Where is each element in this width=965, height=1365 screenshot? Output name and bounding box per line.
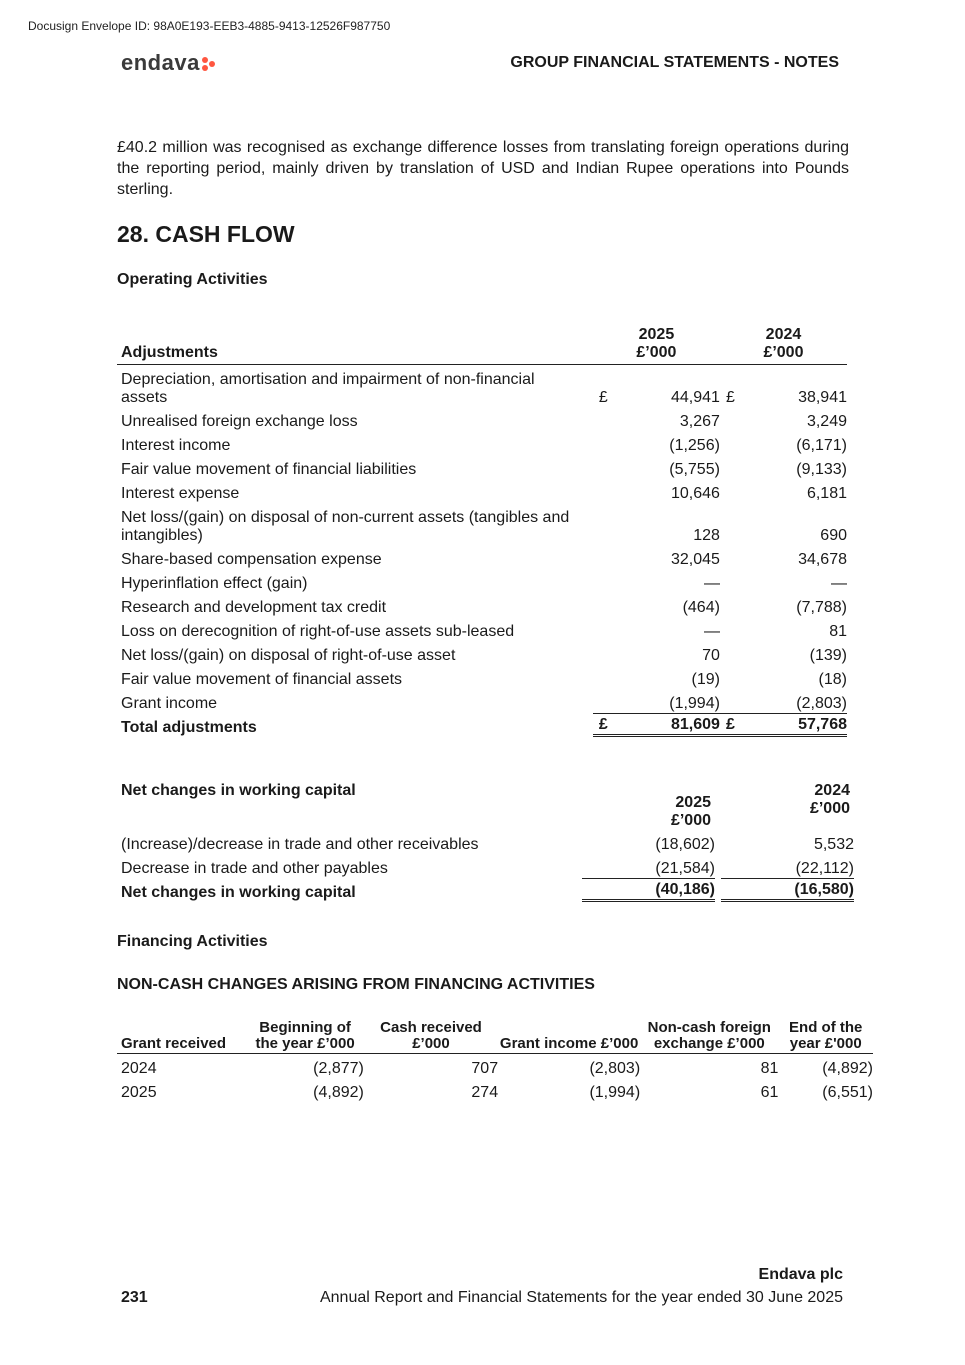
unit-label: £’000: [636, 344, 677, 361]
column-header: Grant income £’000: [498, 1020, 640, 1054]
intro-paragraph: £40.2 million was recognised as exchange difference losses from translating foreign operations during the reporting period, mainly driven by translation of USD and Indian Rupee operations into Pounds sterling.: [117, 139, 849, 198]
currency-symbol: [720, 407, 746, 431]
table-cell: (6,551): [822, 1084, 873, 1101]
table-cell: (4,892): [313, 1084, 364, 1101]
currency-symbol: [593, 545, 619, 569]
currency-symbol: [593, 503, 619, 545]
logo-text: endava: [121, 50, 200, 75]
total-2024: 57,768: [746, 713, 847, 737]
currency-symbol: £: [598, 389, 608, 406]
table-row: [117, 665, 847, 689]
working-capital-header-2025: [582, 782, 715, 830]
adjustments-header-2024: [720, 322, 847, 365]
row-label: Interest income: [121, 437, 231, 454]
table-cell: 81: [760, 1060, 779, 1077]
currency-symbol: [593, 689, 619, 713]
currency-symbol: [720, 593, 746, 617]
currency-symbol: [593, 479, 619, 503]
total-adjustments-row: [117, 713, 847, 737]
value-2024: (22,112): [795, 860, 854, 877]
value-2024: (139): [809, 647, 847, 664]
value-2024: (9,133): [796, 461, 847, 478]
page-number: 231: [121, 1289, 148, 1306]
working-capital-table: [117, 782, 854, 902]
value-2024: 5,532: [813, 836, 854, 853]
table-row: [117, 593, 847, 617]
value-2025: (5,755): [669, 461, 720, 478]
table-cell: (2,877): [313, 1060, 364, 1077]
table-row: [117, 689, 847, 713]
working-capital-header-label: Net changes in working capital: [121, 782, 356, 799]
operating-activities-title: Operating Activities: [117, 271, 268, 288]
grant-table: [117, 1020, 873, 1102]
value-2024: (6,171): [796, 437, 847, 454]
value-2025: —: [703, 575, 720, 592]
value-2024: 3,249: [806, 413, 847, 430]
table-cell: (4,892): [822, 1060, 873, 1077]
value-2025: 128: [693, 527, 720, 544]
table-cell: 61: [760, 1084, 779, 1101]
value-2025: 10,646: [671, 485, 720, 502]
currency-symbol: [720, 545, 746, 569]
table-cell: (2,803): [589, 1060, 641, 1077]
envelope-id: Docusign Envelope ID: 98A0E193-EEB3-4885-9413-12526F987750: [28, 19, 391, 33]
table-row: [117, 1054, 873, 1078]
currency-symbol: [593, 407, 619, 431]
value-2024: 690: [820, 527, 847, 544]
currency-symbol: [593, 569, 619, 593]
row-label: Fair value movement of financial assets: [121, 671, 403, 688]
row-label: Grant income: [121, 695, 218, 712]
working-capital-header-2024: [721, 782, 854, 830]
year-label: 2024: [765, 326, 802, 343]
adjustments-table: [117, 322, 847, 737]
year-label: 2025: [638, 326, 675, 343]
table-row: [117, 1078, 873, 1102]
column-header: Beginning of the year £’000: [246, 1020, 364, 1054]
column-header: Cash received £’000: [364, 1020, 498, 1054]
row-label: Unrealised foreign exchange loss: [121, 413, 358, 430]
value-2025: (464): [682, 599, 720, 616]
year-label: 2024: [814, 782, 850, 799]
value-2025: 32,045: [671, 551, 720, 568]
currency-symbol: [720, 617, 746, 641]
total-2025: (40,186): [582, 878, 715, 902]
total-label: Net changes in working capital: [121, 884, 356, 901]
row-label: Interest expense: [121, 485, 240, 502]
grant-header-row: [117, 1020, 873, 1054]
value-2025: 70: [702, 647, 720, 664]
currency-symbol: [720, 479, 746, 503]
value-2025: 3,267: [679, 413, 720, 430]
non-cash-changes-title: NON-CASH CHANGES ARISING FROM FINANCING ACTIVITIES: [117, 976, 595, 993]
financing-activities-title: Financing Activities: [117, 933, 268, 950]
value-2025: (1,994): [669, 695, 720, 712]
table-row: [117, 365, 847, 407]
unit-label: £’000: [809, 800, 850, 817]
value-2025: —: [703, 623, 720, 640]
footer-report-title: Annual Report and Financial Statements for the year ended 30 June 2025: [319, 1289, 843, 1306]
endava-dots-icon: [202, 57, 216, 71]
row-label: Share-based compensation expense: [121, 551, 382, 568]
table-row: [117, 641, 847, 665]
adjustments-header-label: Adjustments: [117, 322, 593, 365]
value-2025: (1,256): [669, 437, 720, 454]
currency-symbol: [720, 503, 746, 545]
currency-symbol: £: [720, 713, 746, 737]
table-row: [117, 854, 854, 878]
table-row: [117, 617, 847, 641]
row-label: Net loss/(gain) on disposal of right-of-use asset: [121, 647, 456, 664]
unit-label: £’000: [763, 344, 804, 361]
table-row: [117, 569, 847, 593]
adjustments-header-2025: [593, 322, 720, 365]
table-row: [117, 830, 854, 854]
currency-symbol: [720, 455, 746, 479]
total-label: Total adjustments: [121, 719, 257, 736]
table-cell: (1,994): [589, 1084, 641, 1101]
row-label: Depreciation, amortisation and impairment of non-financial assets: [121, 371, 535, 406]
row-label: Decrease in trade and other payables: [121, 860, 388, 877]
column-header: Non-cash foreign exchange £’000: [640, 1020, 778, 1054]
table-cell: 274: [471, 1084, 499, 1101]
adjustments-header-row: [117, 322, 847, 365]
value-2024: —: [831, 575, 847, 592]
currency-symbol: [720, 689, 746, 713]
footer-company: Endava plc: [758, 1266, 843, 1283]
value-2024: (2,803): [796, 695, 847, 712]
row-label: Net loss/(gain) on disposal of non-current assets (tangibles and intangibles): [121, 509, 570, 544]
table-row: [117, 431, 847, 455]
table-cell: 2025: [121, 1084, 157, 1101]
currency-symbol: [593, 641, 619, 665]
row-label: Loss on derecognition of right-of-use assets sub-leased: [121, 623, 515, 640]
header-title: GROUP FINANCIAL STATEMENTS - NOTES: [510, 54, 839, 71]
table-row: [117, 479, 847, 503]
working-capital-header-row: [117, 782, 854, 830]
row-label: Research and development tax credit: [121, 599, 387, 616]
value-2024: 6,181: [806, 485, 847, 502]
column-header: Grant received: [117, 1020, 246, 1054]
currency-symbol: [720, 665, 746, 689]
table-row: [117, 545, 847, 569]
value-2024: 34,678: [798, 551, 847, 568]
table-cell: 707: [471, 1060, 499, 1077]
total-2025: 81,609: [619, 713, 720, 737]
unit-label: £’000: [670, 812, 711, 829]
value-2024: (18): [818, 671, 847, 688]
value-2025: (19): [691, 671, 720, 688]
table-row: [117, 407, 847, 431]
total-2024: (16,580): [721, 878, 854, 902]
currency-symbol: £: [593, 713, 619, 737]
row-label: Fair value movement of financial liabilities: [121, 461, 417, 478]
table-cell: 2024: [121, 1060, 157, 1077]
currency-symbol: [593, 617, 619, 641]
currency-symbol: [720, 431, 746, 455]
table-row: [117, 503, 847, 545]
currency-symbol: [720, 641, 746, 665]
currency-symbol: [593, 455, 619, 479]
section-title: 28. CASH FLOW: [117, 221, 295, 247]
working-capital-total-row: [117, 878, 854, 902]
value-2024: (7,788): [796, 599, 847, 616]
value-2025: 44,941: [671, 389, 720, 406]
table-row: [117, 455, 847, 479]
currency-symbol: [593, 665, 619, 689]
value-2024: 38,941: [798, 389, 847, 406]
currency-symbol: [593, 593, 619, 617]
row-label: Hyperinflation effect (gain): [121, 575, 308, 592]
column-header: End of the year £'000: [778, 1020, 873, 1054]
currency-symbol: £: [725, 389, 735, 406]
year-label: 2025: [675, 794, 711, 811]
currency-symbol: [720, 569, 746, 593]
currency-symbol: [593, 431, 619, 455]
company-logo: [121, 50, 216, 76]
value-2024: 81: [829, 623, 847, 640]
row-label: (Increase)/decrease in trade and other receivables: [121, 836, 479, 853]
value-2025: (21,584): [655, 860, 715, 877]
value-2025: (18,602): [655, 836, 715, 853]
